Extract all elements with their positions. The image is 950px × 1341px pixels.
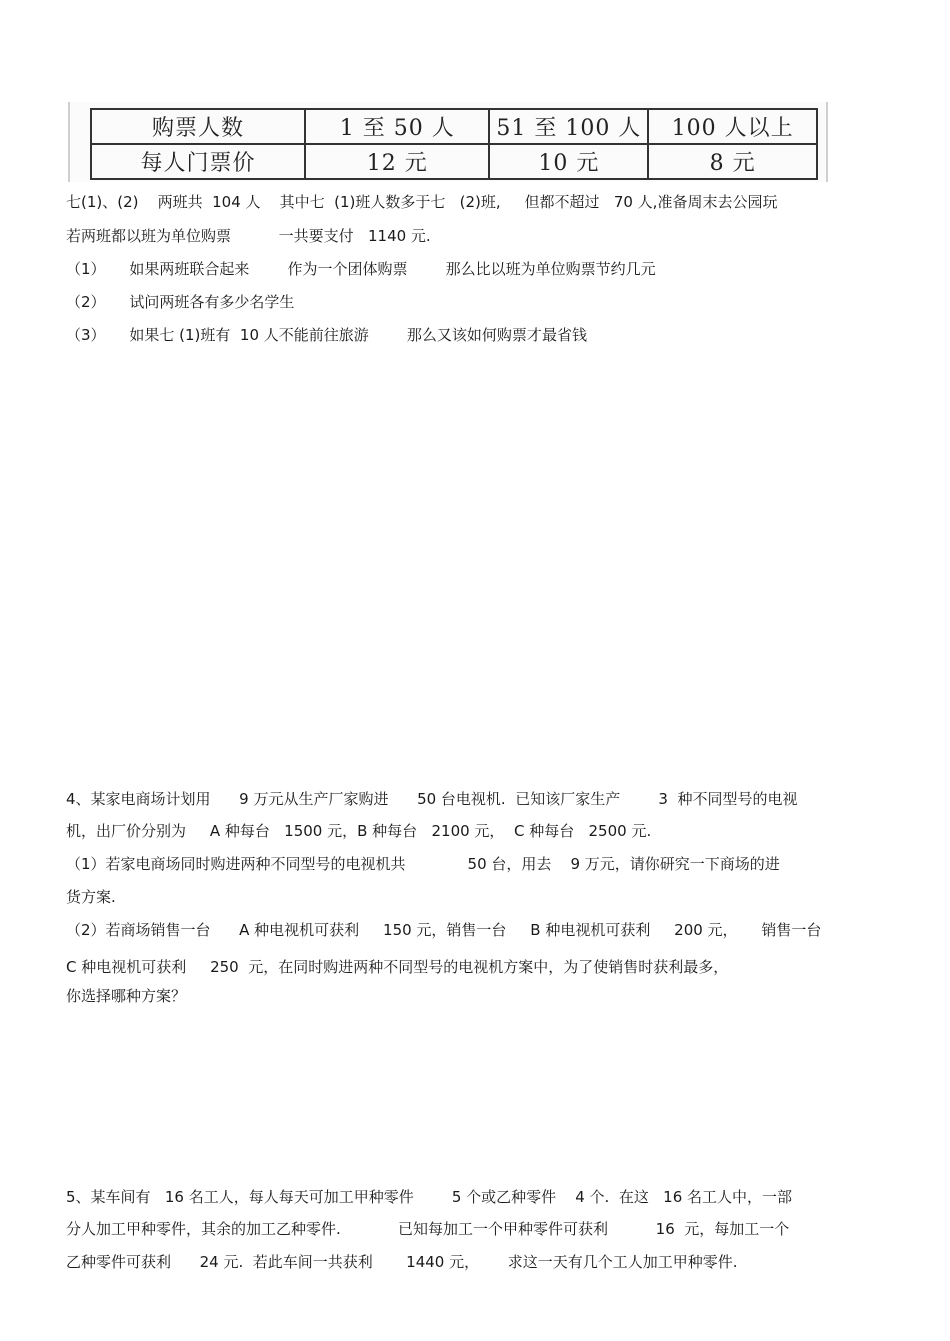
table-row [91, 144, 817, 179]
problem-4-line-5: （2）若商场销售一台 A 种电视机可获利 150 元，销售一台 B 种电视机可获利 200 元， 销售一台 [66, 921, 822, 939]
table-cell: 10 元 [489, 144, 648, 179]
problem-3-question-1: （1） 如果两班联合起来 作为一个团体购票 那么比以班为单位购票节约几元 [66, 260, 656, 278]
problem-3-line-2: 若两班都以班为单位购票 一共要支付 1140 元. [66, 227, 431, 245]
problem-4-line-4: 货方案. [66, 888, 116, 906]
problem-4-line-2: 机，出厂价分别为 A 种每台 1500 元，B 种每台 2100 元， C 种每台 2500 元. [66, 822, 652, 840]
table-row [91, 109, 817, 144]
table-cell: 每人门票价 [91, 144, 305, 179]
table-cell: 51 至 100 人 [489, 109, 648, 144]
table-cell: 100 人以上 [648, 109, 817, 144]
problem-5-line-2: 分人加工甲种零件，其余的加工乙种零件. 已知每加工一个甲种零件可获利 16 元，每加工一个 [66, 1220, 790, 1238]
ticket-price-table-image [68, 102, 828, 182]
problem-4-line-7: 你选择哪种方案？ [66, 987, 187, 1005]
problem-3-line-1: 七(1)、(2) 两班共 104 人 其中七 (1)班人数多于七 (2)班, 但都不超过 70 人,准备周末去公园玩 [66, 193, 778, 211]
problem-3-question-2: （2） 试问两班各有多少名学生 [66, 293, 295, 311]
problem-3-question-3: （3） 如果七 (1)班有 10 人不能前往旅游 那么又该如何购票才最省钱 [66, 326, 587, 344]
table-cell: 8 元 [648, 144, 817, 179]
problem-4-line-6: C 种电视机可获利 250 元，在同时购进两种不同型号的电视机方案中，为了使销售时获利最多， [66, 958, 729, 976]
table-cell: 12 元 [305, 144, 489, 179]
problem-5-line-1: 5、某车间有 16 名工人，每人每天可加工甲种零件 5 个或乙种零件 4 个. 在这 16 名工人中，一部 [66, 1188, 793, 1206]
problem-4-line-3: （1）若家电商场同时购进两种不同型号的电视机共 50 台，用去 9 万元，请你研究一下商场的进 [66, 855, 780, 873]
problem-4-line-1: 4、某家电商场计划用 9 万元从生产厂家购进 50 台电视机. 已知该厂家生产 3 种不同型号的电视 [66, 790, 798, 808]
ticket-price-table [90, 108, 818, 180]
problem-5-line-3: 乙种零件可获利 24 元. 若此车间一共获利 1440 元， 求这一天有几个工人加工甲种零件. [66, 1253, 738, 1271]
table-cell: 购票人数 [91, 109, 305, 144]
table-cell: 1 至 50 人 [305, 109, 489, 144]
